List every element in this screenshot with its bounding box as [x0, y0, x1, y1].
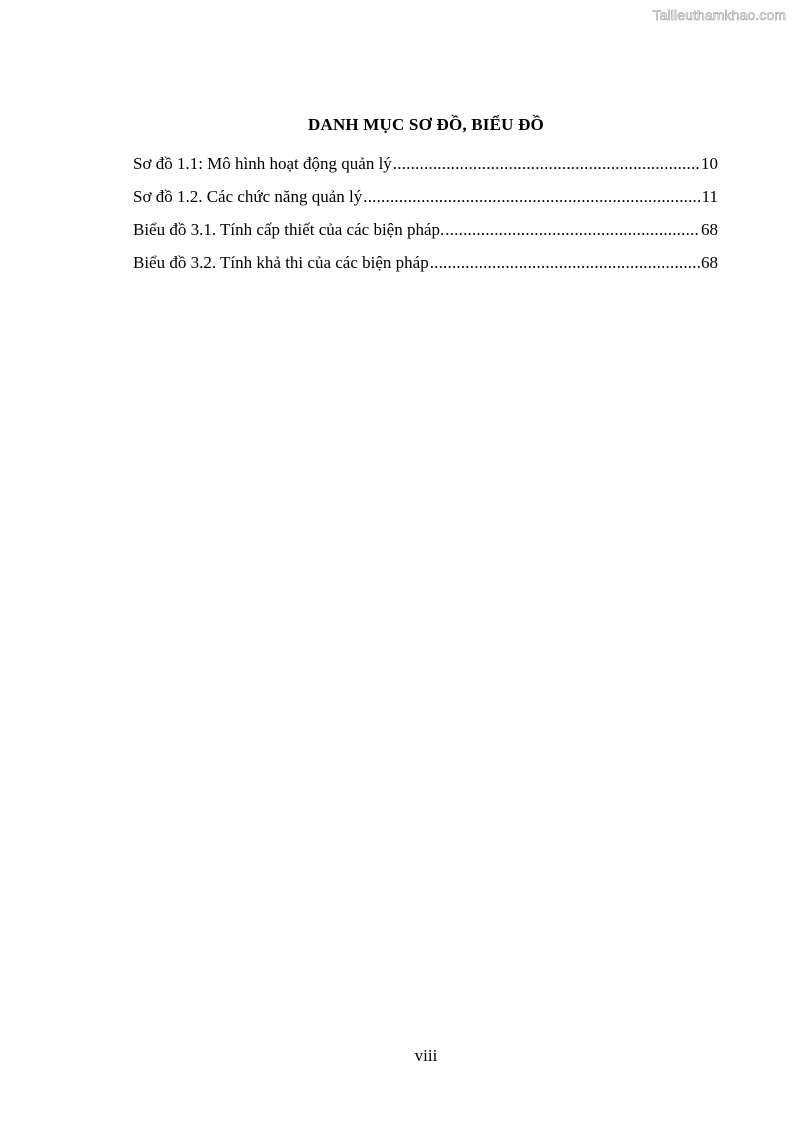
entry-page-number: 11	[701, 187, 718, 206]
entry-page-number: 68	[701, 220, 718, 239]
dot-leader	[430, 251, 700, 275]
dot-leader	[445, 218, 700, 242]
entry-label: Biểu đồ 3.1. Tính cấp thiết của các biện pháp.	[133, 220, 445, 239]
page-title: DANH MỤC SƠ ĐỒ, BIỂU ĐỒ	[307, 115, 544, 134]
list-item[interactable]	[133, 152, 718, 185]
page-number: viii	[414, 1046, 438, 1065]
entry-label: Sơ đồ 1.2. Các chức năng quản lý	[133, 187, 363, 206]
entry-label: Biểu đồ 3.2. Tính khả thi của các biện pháp	[133, 253, 429, 272]
dot-leader	[363, 185, 700, 209]
dot-leader	[393, 152, 700, 176]
figure-list	[133, 152, 718, 284]
entry-page-number: 68	[701, 253, 718, 272]
entry-label: Sơ đồ 1.1: Mô hình hoạt động quản lý	[133, 154, 392, 173]
list-item[interactable]	[133, 251, 718, 284]
list-item[interactable]	[133, 185, 718, 218]
list-item[interactable]	[133, 218, 718, 251]
watermark-logo: Tailieuthamkhao.com	[652, 7, 786, 23]
entry-page-number: 10	[701, 154, 718, 173]
